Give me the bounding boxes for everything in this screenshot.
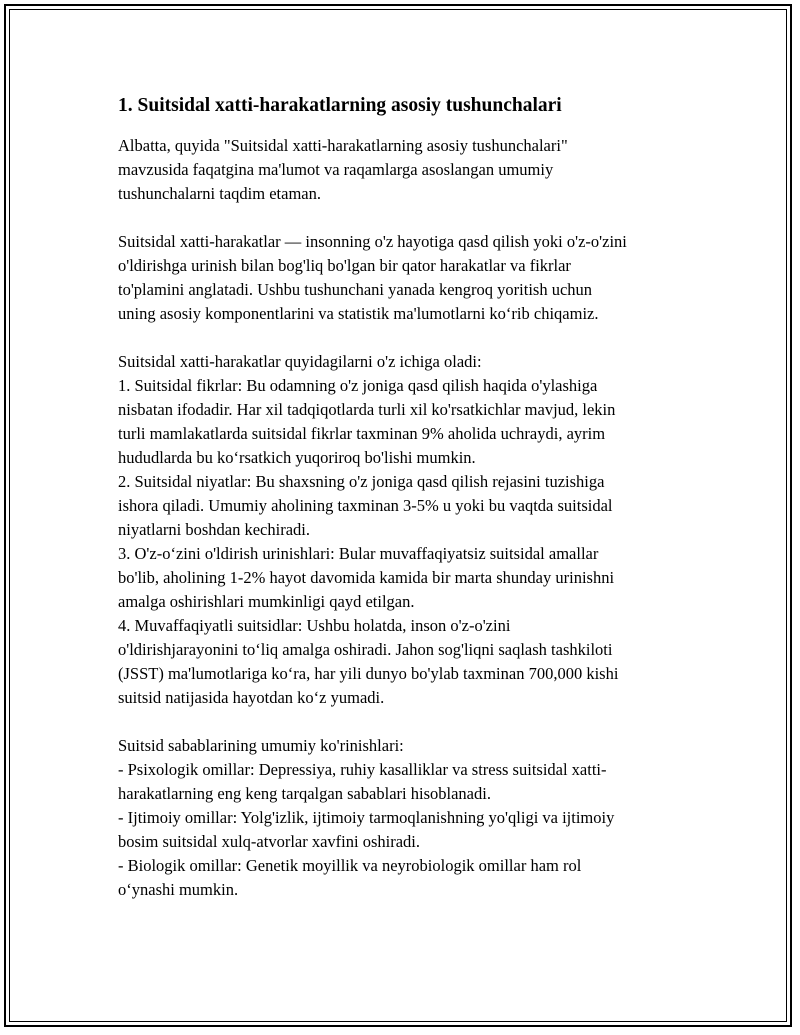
causes-list <box>118 734 698 902</box>
text-line: - Biologik omillar: Genetik moyillik va neyrobiologik omillar ham rol <box>118 856 582 875</box>
text-line: 1. Suitsidal fikrlar: Bu odamning o'z joniga qasd qilish haqida o'ylashiga <box>118 376 598 395</box>
text-line: ishora qiladi. Umumiy aholining taxminan 3-5% u yoki bu vaqtda suitsidal <box>118 496 613 515</box>
text-line: - Ijtimoiy omillar: Yolg'izlik, ijtimoiy tarmoqlanishning yo'qligi va ijtimoiy <box>118 808 615 827</box>
text-line: Suitsidal xatti-harakatlar — insonning o'z hayotiga qasd qilish yoki o'z-o'zini <box>118 232 627 251</box>
text-line: 3. O'z-oʻzini o'ldirish urinishlari: Bular muvaffaqiyatsiz suitsidal amallar <box>118 544 599 563</box>
text-line: niyatlarni boshdan kechiradi. <box>118 520 310 539</box>
text-line: tushunchalarni taqdim etaman. <box>118 184 321 203</box>
definition-paragraph <box>118 230 698 326</box>
text-line: nisbatan ifodadir. Har xil tadqiqotlarda turli xil ko'rsatkichlar mavjud, lekin <box>118 400 616 419</box>
text-line: bo'lib, aholining 1-2% hayot davomida kamida bir marta shunday urinishni <box>118 568 615 587</box>
text-line: mavzusida faqatgina ma'lumot va raqamlarga asoslangan umumiy <box>118 160 554 179</box>
text-line: turli mamlakatlarda suitsidal fikrlar taxminan 9% aholida uchraydi, ayrim <box>118 424 606 443</box>
text-line: amalga oshirishlari mumkinligi qayd etilgan. <box>118 592 415 611</box>
components-list <box>118 350 698 710</box>
text-line: 2. Suitsidal niyatlar: Bu shaxsning o'z joniga qasd qilish rejasini tuzishiga <box>118 472 605 491</box>
document-body <box>118 92 698 926</box>
text-line: Albatta, quyida "Suitsidal xatti-harakatlarning asosiy tushunchalari" <box>118 136 568 155</box>
text-line: o'ldirishjarayonini toʻliq amalga oshiradi. Jahon sog'liqni saqlash tashkiloti <box>118 640 613 659</box>
text-line: uning asosiy komponentlarini va statistik ma'lumotlarni koʻrib chiqamiz. <box>118 304 599 323</box>
section-heading: 1. Suitsidal xatti-harakatlarning asosiy tushunchalari <box>118 95 562 116</box>
text-line: hududlarda bu koʻrsatkich yuqoriroq bo'lishi mumkin. <box>118 448 476 467</box>
text-line: Suitsid sabablarining umumiy ko'rinishlari: <box>118 736 404 755</box>
text-line: (JSST) ma'lumotlariga koʻra, har yili dunyo bo'ylab taxminan 700,000 kishi <box>118 664 619 683</box>
text-line: bosim suitsidal xulq-atvorlar xavfini oshiradi. <box>118 832 420 851</box>
intro-paragraph <box>118 134 698 206</box>
text-line: to'plamini anglatadi. Ushbu tushunchani yanada kengroq yoritish uchun <box>118 280 593 299</box>
text-line: harakatlarning eng keng tarqalgan sabablari hisoblanadi. <box>118 784 491 803</box>
text-line: Suitsidal xatti-harakatlar quyidagilarni o'z ichiga oladi: <box>118 352 482 371</box>
text-line: suitsid natijasida hayotdan koʻz yumadi. <box>118 688 385 707</box>
text-line: - Psixologik omillar: Depressiya, ruhiy kasalliklar va stress suitsidal xatti- <box>118 760 607 779</box>
text-line: 4. Muvaffaqiyatli suitsidlar: Ushbu holatda, inson o'z-o'zini <box>118 616 511 635</box>
text-line: oʻynashi mumkin. <box>118 880 239 899</box>
text-line: o'ldirishga urinish bilan bog'liq bo'lgan bir qator harakatlar va fikrlar <box>118 256 571 275</box>
